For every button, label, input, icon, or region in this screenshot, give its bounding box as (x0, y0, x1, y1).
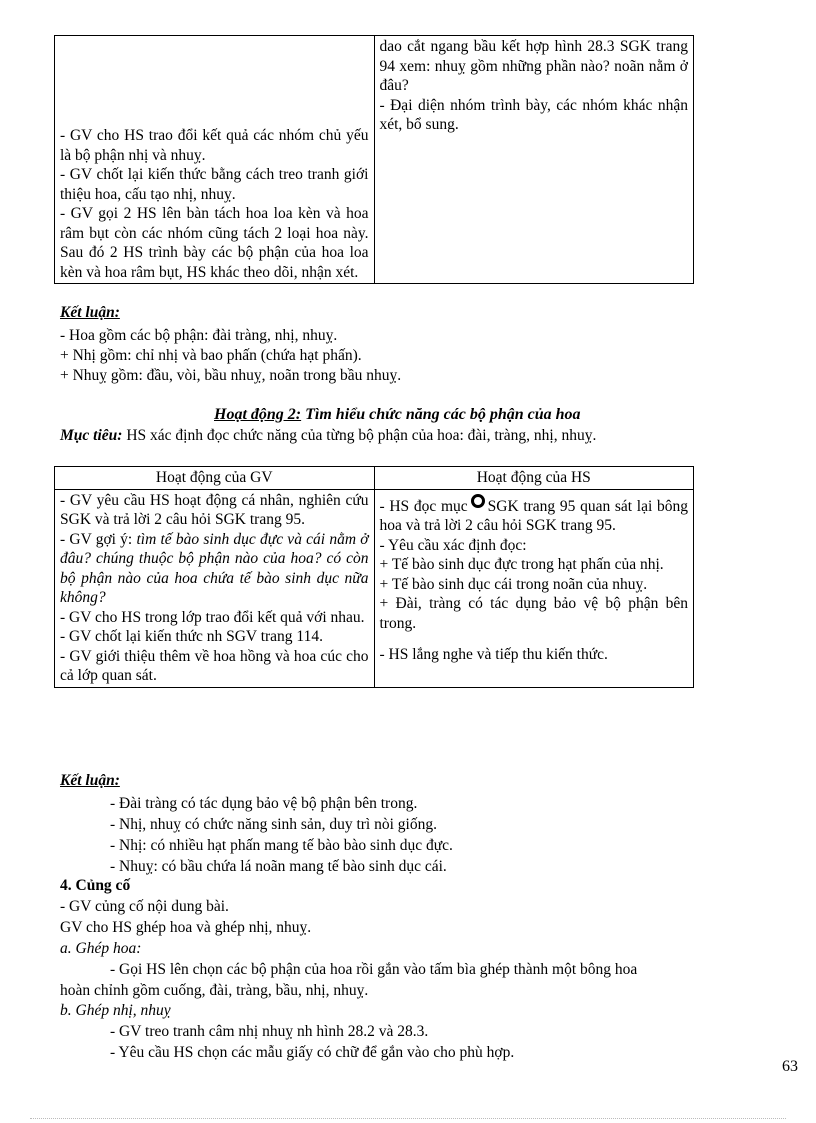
hs-step: + Tế bào sinh dục cái trong noãn của nhuỵ. (379, 575, 648, 593)
consolidation-sub-b: b. Ghép nhị, nhuỵ (60, 1002, 171, 1019)
table2-hs-cell (374, 489, 694, 687)
consolidation-sub-a: a. Ghép hoa: (60, 940, 142, 957)
hs-step (380, 494, 689, 536)
table1-hs-line: - Đại diện nhóm trình bày, các nhóm khác nhận xét, bổ sung. (379, 96, 688, 133)
gv-step (60, 530, 369, 608)
gv-step: - GV chốt lại kiến thức nh SGV trang 114. (60, 628, 323, 645)
conclusion-2-title: Kết luận: (60, 772, 120, 789)
table1-gv-cell (55, 36, 375, 284)
consolidation-b-text: - GV treo tranh câm nhị nhuỵ nh hình 28.2 và 28.3. (110, 1023, 429, 1040)
conclusion-1-title: Kết luận: (60, 304, 120, 321)
page-number: 63 (782, 1058, 798, 1075)
table1-hs-line: dao cắt ngang bầu kết hợp hình 28.3 SGK trang 94 xem: nhuỵ gồm những phần nào? noãn nằm ở đâu? (379, 38, 688, 94)
objective-label: Mục tiêu: (60, 427, 123, 444)
footer-divider (30, 1118, 786, 1119)
activity-2-label: Hoạt động 2: (214, 406, 302, 423)
conclusion-1-line: + Nhị gồm: chỉ nhị và bao phấn (chứa hạt phấn). (60, 347, 362, 364)
gv-hint-prefix: - GV gợi ý: (60, 530, 137, 548)
table1-hs-cell (374, 36, 694, 284)
activity-table-2 (54, 466, 694, 688)
gv-step: - GV cho HS trong lớp trao đổi kết quả với nhau. (60, 608, 365, 626)
activity-2-title: Tìm hiểu chức năng các bộ phận của hoa (301, 406, 581, 423)
consolidation-line: - GV củng cố nội dung bài. (60, 898, 229, 915)
conclusion-1-line: + Nhuỵ gồm: đầu, vòi, bầu nhuỵ, noãn trong bầu nhuỵ. (60, 367, 402, 384)
consolidation-line: GV cho HS ghép hoa và ghép nhị, nhuỵ. (60, 919, 312, 936)
hs-step: + Tế bào sinh dục đực trong hạt phấn của nhị. (379, 556, 664, 573)
hs-read-suffix: SGK trang 95 quan sát lại bông hoa và trả lời 2 câu hỏi SGK trang 95. (379, 497, 688, 534)
table1-gv-line: - GV cho HS trao đổi kết quả các nhóm chủ yếu là bộ phận nhị và nhuỵ. (60, 127, 369, 164)
consolidation-heading: 4. Củng cố (60, 877, 131, 894)
consolidation-a-text: - Gọi HS lên chọn các bộ phận của hoa rồi gắn vào tấm bìa ghép thành một bông hoa (110, 961, 638, 978)
hs-step: - HS lắng nghe và tiếp thu kiến thức. (379, 646, 608, 663)
objective-text: HS xác định đọc chức năng của từng bộ phận của hoa: đài, tràng, nhị, nhuỵ. (122, 427, 597, 444)
table1-gv-line: - GV gọi 2 HS lên bàn tách hoa loa kèn và hoa râm bụt còn các nhóm cũng tách 2 loại hoa này. Sau đó 2 HS trình bày các bộ phận của hoa loa kèn và hoa râm bụt, HS khác theo dõi, nhận xét. (60, 205, 369, 281)
activity-2-objective (60, 426, 596, 446)
header-hs: Hoạt động của HS (374, 467, 694, 490)
circle-icon (471, 494, 485, 508)
conclusion-2-line: - Nhị, nhuỵ có chức năng sinh sản, duy trì nòi giống. (110, 816, 437, 833)
table2-gv-cell (55, 489, 375, 687)
table1-gv-line: - GV chốt lại kiến thức bằng cách treo tranh giới thiệu hoa, cấu tạo nhị, nhuỵ. (60, 166, 369, 203)
conclusion-2-line: - Nhuỵ: có bầu chứa lá noãn mang tế bào sinh dục cái. (110, 858, 447, 875)
gv-hint-questions: tìm tế bào sinh dục đực và cái nằm ở đâu? chúng thuộc bộ phận nào của hoa? có còn bộ phận nào của hoa chứa tế bào sinh dục nữa không? (60, 530, 369, 606)
gv-step: - GV giới thiệu thêm về hoa hồng và hoa cúc cho cả lớp quan sát. (60, 647, 369, 684)
hs-step: - Yêu cầu xác định đọc: (379, 536, 527, 554)
conclusion-1-line: - Hoa gồm các bộ phận: đài tràng, nhị, nhuỵ. (60, 327, 338, 344)
conclusion-2-line: - Nhị: có nhiều hạt phấn mang tế bào bào sinh dục đực. (110, 837, 453, 854)
consolidation-b-text: - Yêu cầu HS chọn các mẫu giấy có chữ để gắn vào cho phù hợp. (110, 1044, 515, 1061)
activity-table-1 (54, 35, 694, 284)
activity-2-heading (214, 406, 581, 424)
header-gv: Hoạt động của GV (55, 467, 375, 490)
hs-step: + Đài, tràng có tác dụng bảo vệ bộ phận bên trong. (379, 595, 688, 632)
hs-read-prefix: - HS đọc mục (379, 497, 468, 515)
conclusion-2-line: - Đài tràng có tác dụng bảo vệ bộ phận bên trong. (110, 795, 418, 812)
consolidation-a-text: hoàn chỉnh gồm cuống, đài, tràng, bầu, nhị, nhuỵ. (60, 982, 369, 999)
gv-step: - GV yêu cầu HS hoạt động cá nhân, nghiên cứu SGK và trả lời 2 câu hỏi SGK trang 95. (60, 491, 369, 528)
